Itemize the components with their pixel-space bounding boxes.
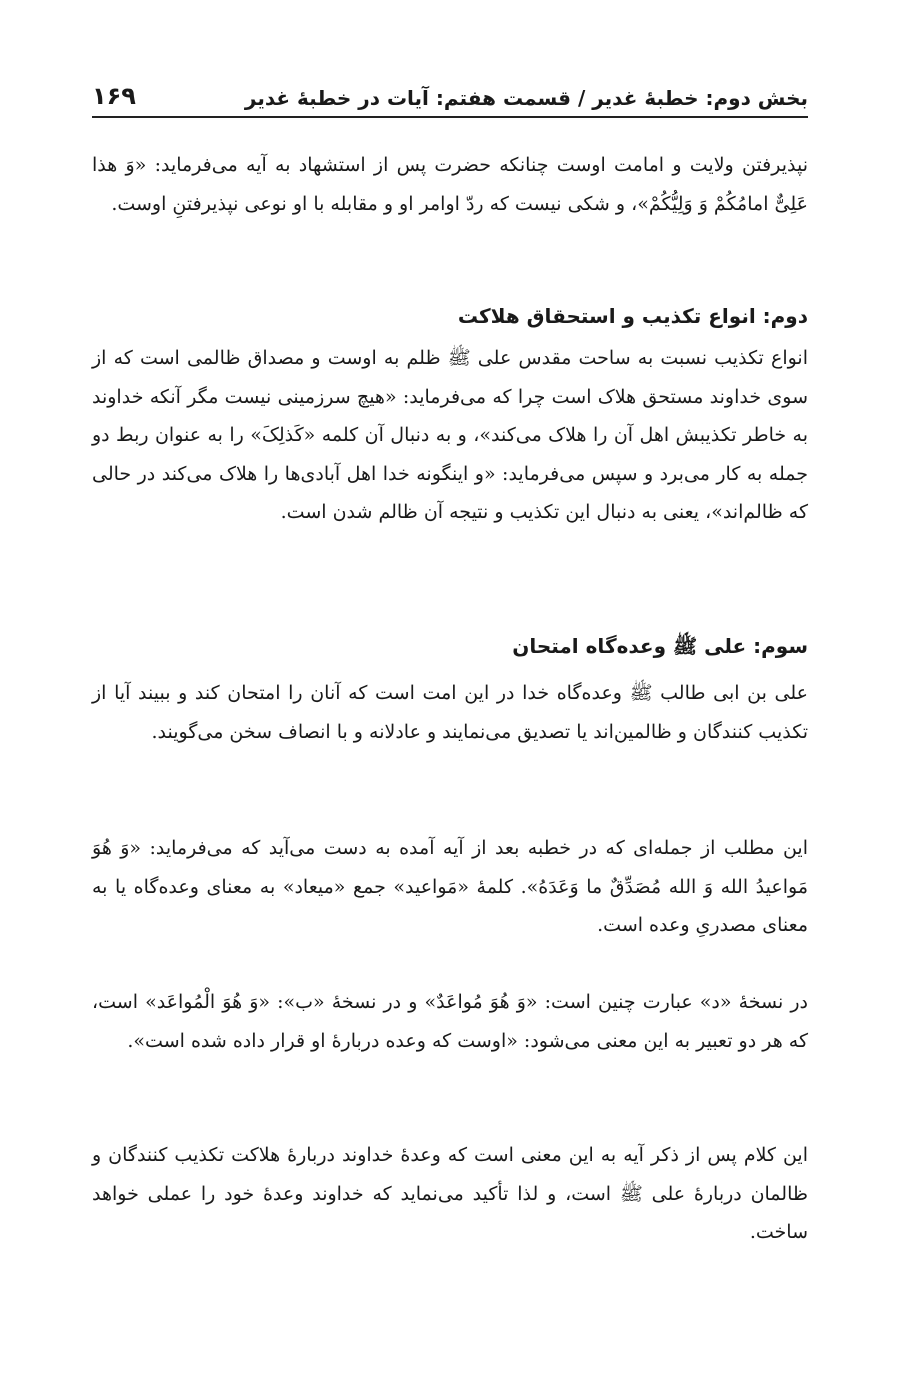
paragraph-6: این کلام پس از ذکر آیه به این معنی است که وعدهٔ خداوند دربارهٔ هلاکت تکذیب کنندگان و ظالمان دربارهٔ علی ﷺ است، و لذا تأکید می‌نماید که خداوند وعدهٔ خود را عملی خواهد ساخت.: [92, 1144, 808, 1243]
section-heading-3: سوم: علی ﷺ وعده‌گاه امتحان: [512, 634, 808, 658]
running-head: بخش دوم: خطبهٔ غدیر / قسمت هفتم: آیات در خطبهٔ غدیر: [244, 86, 808, 110]
header-rule: [92, 116, 808, 118]
page-number: ۱۶۹: [92, 82, 136, 110]
paragraph-2: انواع تکذیب نسبت به ساحت مقدس علی ﷺ ظلم به اوست و مصداق ظالمی است که از سوی خداوند مستحق هلاک است چرا که می‌فرماید: «هیچ سرزمینی نیست مگر آنکه خداوند به خاطر تکذیبش اهل آن را هلاک می‌کند»، و به دنبال آن کلمه «کَذلِکَ» را به عنوان ربط دو جمله به کار می‌برد و سپس می‌فرماید: «و اینگونه خدا اهل آبادی‌ها را هلاک می‌کند در حالی که ظالم‌اند»، یعنی به دنبال این تکذیب و نتیجه آن ظالم شدن است.: [92, 347, 808, 523]
paragraph-4: این مطلب از جمله‌ای که در خطبه بعد از آیه آمده به دست می‌آید که می‌فرماید: «وَ هُوَ مَواعیدُ الله وَ الله مُصَدِّقٌ ما وَعَدَهُ». کلمهٔ «مَواعید» جمع «میعاد» به معنای وعده‌گاه یا به معنای مصدریِ وعده است.: [92, 837, 808, 936]
page-header: [92, 70, 808, 110]
section-heading-2: دوم: انواع تکذیب و استحقاق هلاکت: [457, 304, 808, 328]
paragraph-5: در نسخهٔ «د» عبارت چنین است: «وَ هُوَ مُواعَدٌ» و در نسخهٔ «ب»: «وَ هُوَ الْمُواعَد» است، که هر دو تعبیر به این معنی می‌شود: «اوست که وعده دربارهٔ او قرار داده شده است».: [92, 991, 808, 1052]
paragraph-1: نپذیرفتن ولایت و امامت اوست چنانکه حضرت پس از استشهاد به آیه می‌فرماید: «وَ هذا عَلِیٌّ امامُکُمْ وَ وَلِیُّکُمْ»، و شکی نیست که ردّ اوامر او و مقابله با او نوعی نپذیرفتنِ اوست.: [92, 154, 808, 215]
paragraph-3: علی بن ابی طالب ﷺ وعده‌گاه خدا در این امت است که آنان را امتحان کند و ببیند آیا از تکذیب کنندگان و ظالمین‌اند یا تصدیق می‌نمایند و عادلانه و با انصاف سخن می‌گویند.: [92, 682, 808, 743]
